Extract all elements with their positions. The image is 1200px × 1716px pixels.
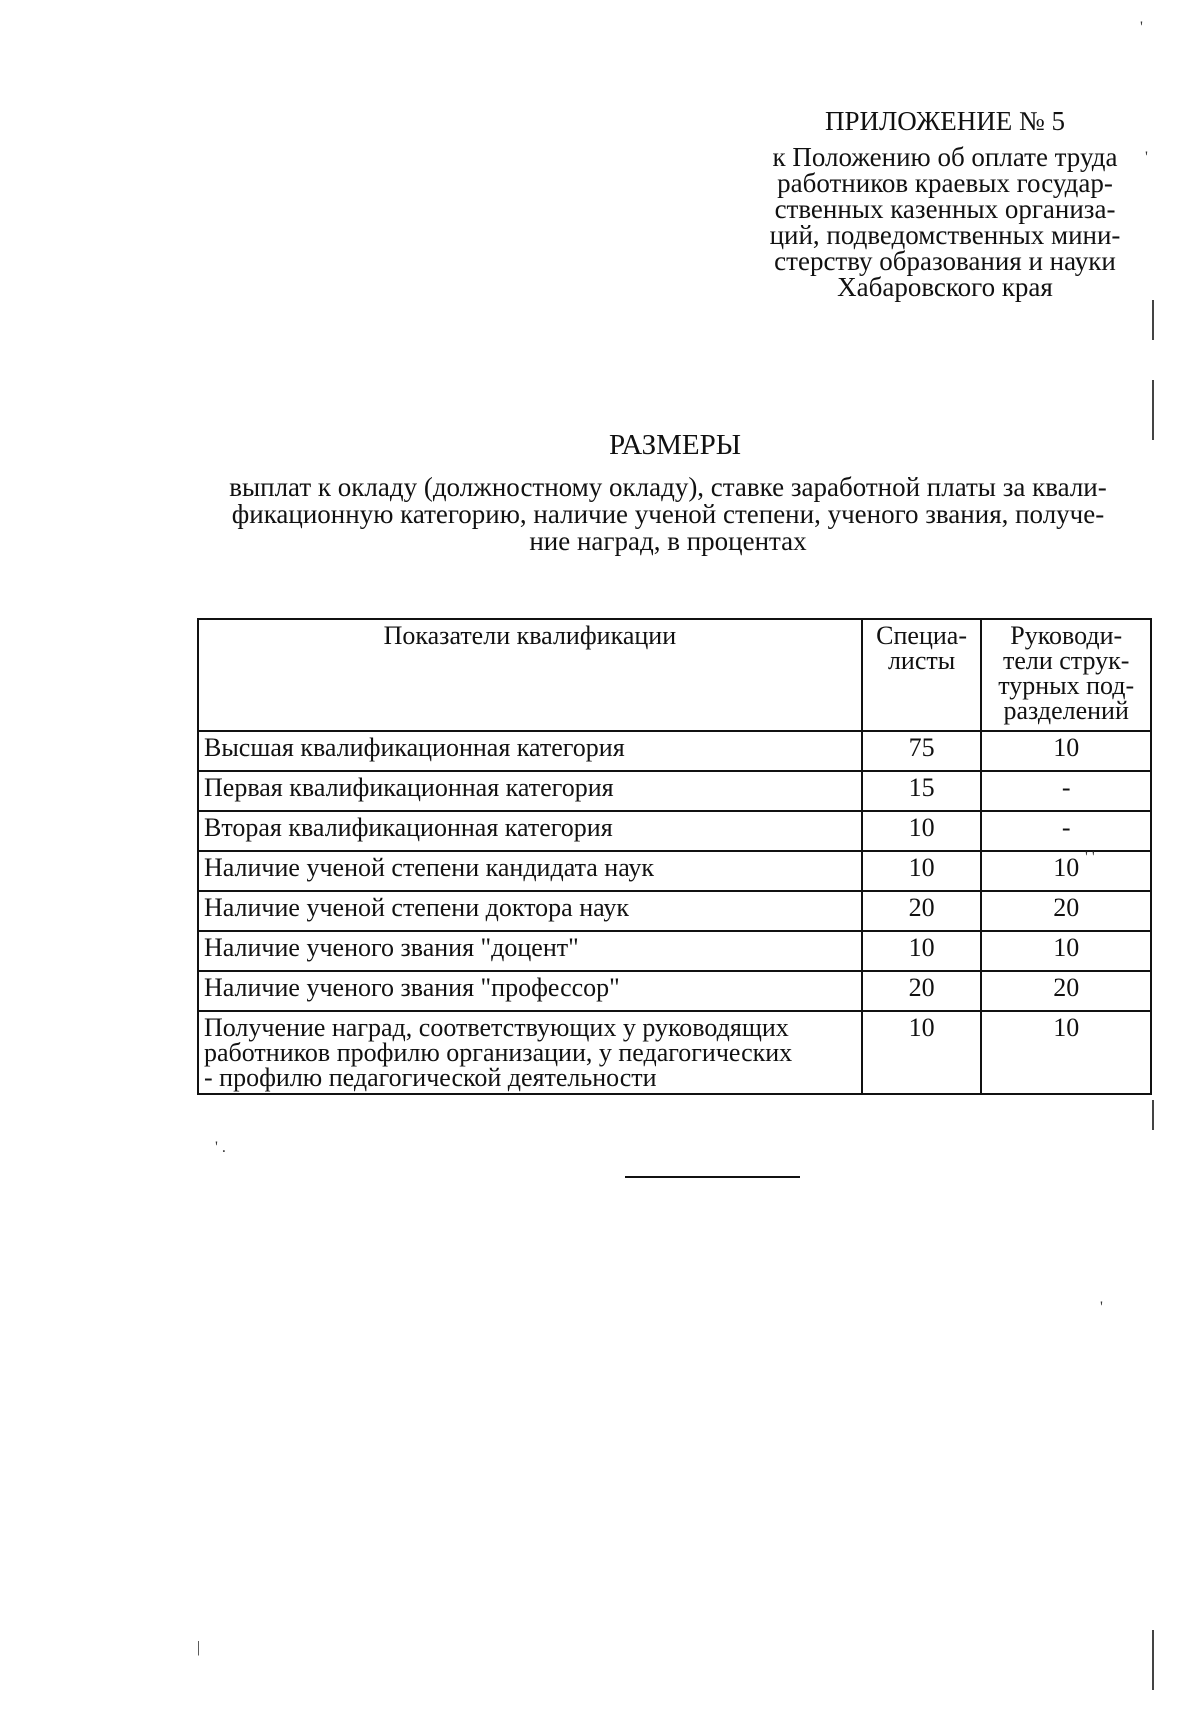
appendix-line: стерству образования и науки bbox=[774, 246, 1116, 276]
header-specialists-line: Специа- bbox=[876, 621, 967, 650]
table-row bbox=[198, 931, 1151, 971]
table-row bbox=[198, 1011, 1151, 1094]
header-heads-line: Руководи- bbox=[1010, 621, 1123, 650]
scan-speck: ' bbox=[1145, 149, 1148, 166]
appendix-number: ПРИЛОЖЕНИЕ № 5 bbox=[824, 106, 1066, 136]
cell-indicator: Наличие ученой степени доктора наук bbox=[198, 891, 862, 931]
appendix-line: к Положению об оплате труда bbox=[772, 142, 1118, 172]
appendix-line: ственных казенных организа- bbox=[774, 194, 1116, 224]
subtitle-line: ние наград, в процентах bbox=[529, 526, 807, 556]
cell-indicator: Первая квалификационная категория bbox=[198, 771, 862, 811]
table-row bbox=[198, 731, 1151, 771]
cell-specialists: 75 bbox=[862, 731, 982, 771]
document-subtitle bbox=[196, 474, 1140, 555]
cell-heads: 20 bbox=[981, 891, 1151, 931]
cell-heads: - bbox=[981, 771, 1151, 811]
scan-edge-mark bbox=[1152, 1100, 1154, 1130]
cell-specialists: 10 bbox=[862, 851, 982, 891]
scan-speck: ' bbox=[1140, 19, 1143, 36]
cell-heads: 10 bbox=[981, 931, 1151, 971]
table-row bbox=[198, 771, 1151, 811]
cell-specialists: 10 bbox=[862, 931, 982, 971]
subtitle-line: выплат к окладу (должностному окладу), ставке заработной платы за квали- bbox=[229, 472, 1107, 502]
cell-heads: 20 bbox=[981, 971, 1151, 1011]
appendix-line: работников краевых государ- bbox=[777, 168, 1113, 198]
appendix-line: Хабаровского края bbox=[837, 272, 1053, 302]
cell-indicator-line: Получение наград, соответствующих у руководящих bbox=[204, 1013, 789, 1042]
header-specialists bbox=[862, 619, 982, 731]
cell-specialists: 10 bbox=[862, 1011, 982, 1094]
appendix-header bbox=[740, 108, 1150, 300]
cell-indicator: Наличие ученой степени кандидата наук bbox=[198, 851, 862, 891]
header-heads-line: тели струк- bbox=[1002, 646, 1130, 675]
header-heads-line: разделений bbox=[1003, 696, 1129, 725]
cell-indicator: Вторая квалификационная категория bbox=[198, 811, 862, 851]
cell-heads: 10 bbox=[981, 1011, 1151, 1094]
subtitle-line: фикационную категорию, наличие ученой степени, ученого звания, получе- bbox=[231, 499, 1105, 529]
cell-heads: 10 bbox=[981, 731, 1151, 771]
cell-indicator: Наличие ученого звания "профессор" bbox=[198, 971, 862, 1011]
cell-heads: 10 bbox=[981, 851, 1151, 891]
table-row bbox=[198, 971, 1151, 1011]
header-specialists-line: листы bbox=[887, 646, 956, 675]
qualification-table bbox=[197, 618, 1152, 1095]
scan-edge-mark bbox=[1152, 300, 1154, 340]
scan-speck: ' bbox=[1100, 1299, 1103, 1316]
scan-edge-mark bbox=[1152, 380, 1154, 440]
header-heads bbox=[981, 619, 1151, 731]
cell-specialists: 20 bbox=[862, 971, 982, 1011]
document-title: РАЗМЕРЫ bbox=[608, 429, 742, 461]
cell-heads: - bbox=[981, 811, 1151, 851]
cell-specialists: 10 bbox=[862, 811, 982, 851]
cell-indicator-line: работников профилю организации, у педагогических bbox=[204, 1038, 793, 1067]
cell-indicator bbox=[198, 1011, 862, 1094]
cell-specialists: 15 bbox=[862, 771, 982, 811]
table-row bbox=[198, 891, 1151, 931]
closing-rule bbox=[625, 1176, 800, 1178]
header-heads-line: турных под- bbox=[998, 671, 1135, 700]
appendix-line: ций, подведомственных мини- bbox=[769, 220, 1121, 250]
table-header-row bbox=[198, 619, 1151, 731]
cell-indicator-line: - профилю педагогической деятельности bbox=[204, 1063, 657, 1092]
cell-indicator: Высшая квалификационная категория bbox=[198, 731, 862, 771]
cell-specialists: 20 bbox=[862, 891, 982, 931]
table-row bbox=[198, 811, 1151, 851]
cell-indicator: Наличие ученого звания "доцент" bbox=[198, 931, 862, 971]
header-indicator: Показатели квалификации bbox=[198, 619, 862, 731]
table-row bbox=[198, 851, 1151, 891]
scan-speck: ' ' bbox=[1085, 849, 1095, 866]
scan-edge-mark bbox=[1152, 1630, 1154, 1690]
scan-speck: ' . bbox=[215, 1139, 226, 1156]
scan-speck: | bbox=[197, 1639, 201, 1656]
